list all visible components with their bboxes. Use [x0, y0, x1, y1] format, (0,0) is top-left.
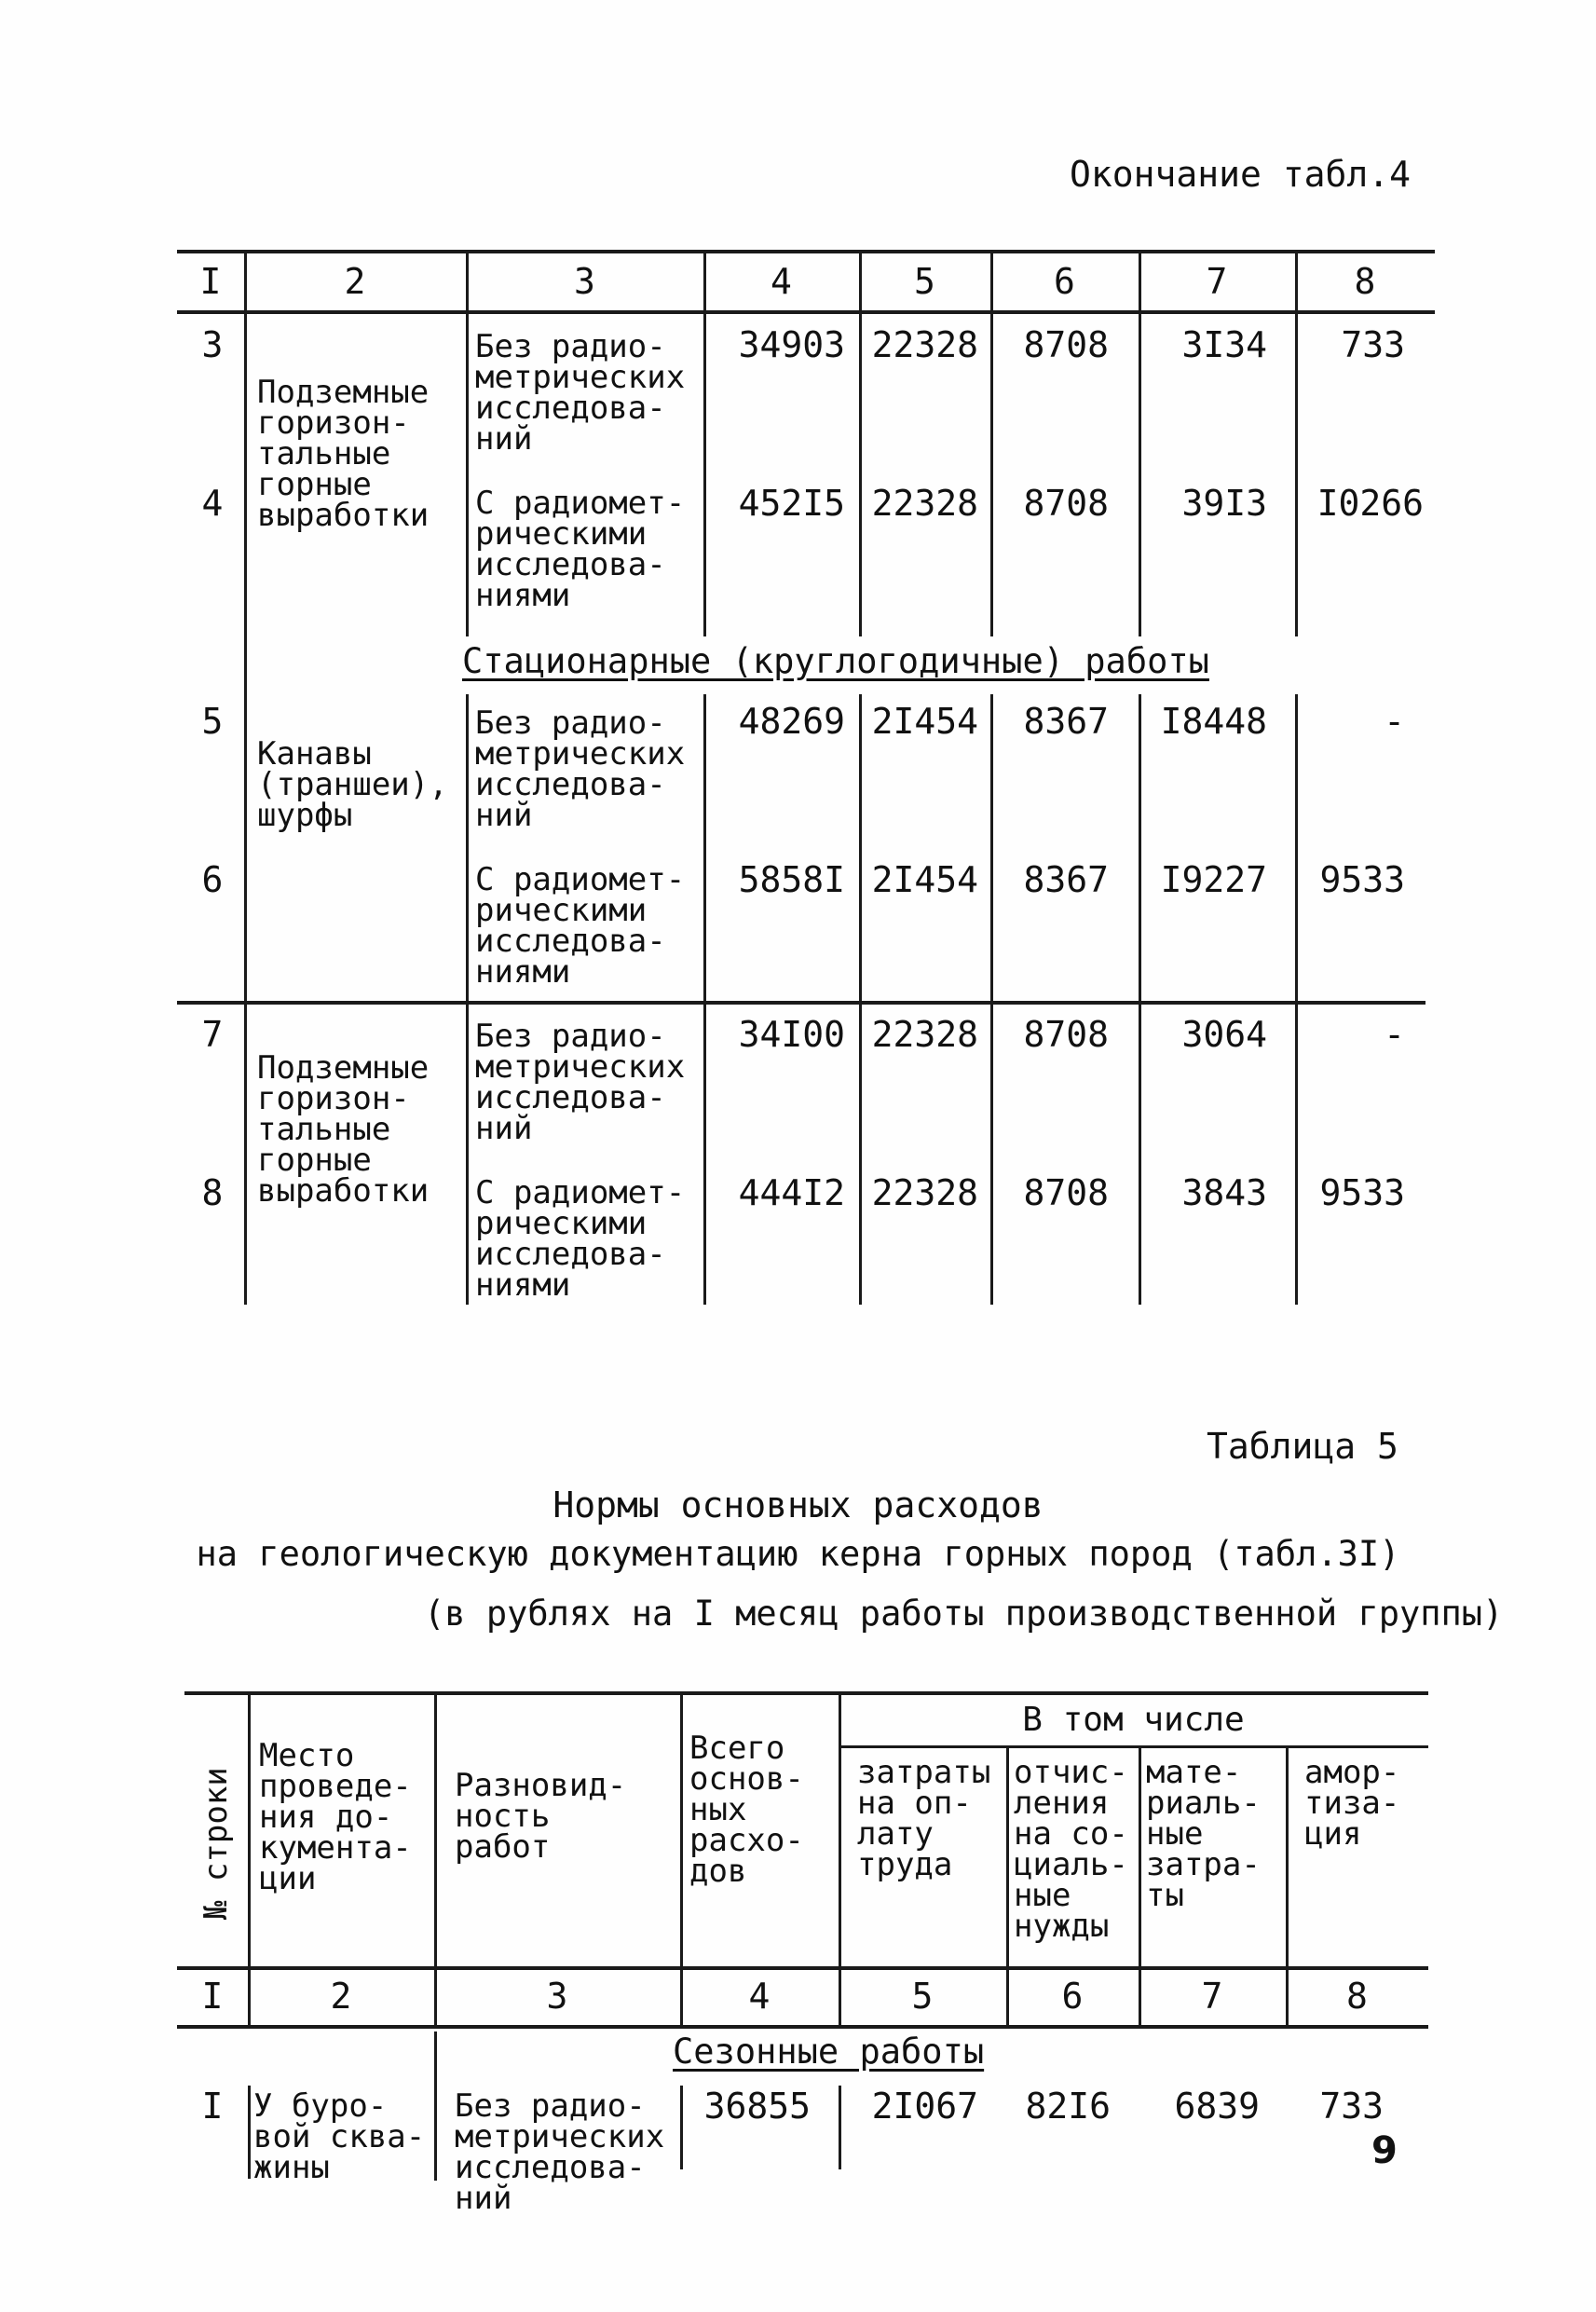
- table4-value-total: 34I00: [738, 1014, 845, 1055]
- table5-header-rule: [177, 1966, 1428, 1970]
- table5-header-including: В том числе: [1022, 1701, 1245, 1739]
- table5-title: Нормы основных расходов: [552, 1484, 1044, 1525]
- table5-value-material: 6839: [1174, 2086, 1260, 2127]
- table4-value-social: 8708: [1023, 324, 1109, 365]
- table4-value-total: 444I2: [738, 1172, 845, 1213]
- table4-row-number: 8: [201, 1172, 224, 1213]
- table4-value-social: 8708: [1023, 1172, 1109, 1213]
- table4-value-labor: 22328: [871, 1014, 978, 1055]
- table4-row-number: 7: [201, 1014, 224, 1055]
- table4-value-amort: -: [1384, 1014, 1405, 1055]
- table4-row-number: 4: [201, 483, 224, 524]
- continuation-label: Окончание табл.4: [1070, 154, 1412, 195]
- table4-value-labor: 2I454: [871, 701, 978, 742]
- table4-kind-cell: С радиомет- рическими исследова- ниями: [475, 1174, 686, 1304]
- table5-including-rule: [839, 1745, 1428, 1748]
- table4-value-labor: 22328: [871, 324, 978, 365]
- table4-group-rule: [177, 1001, 1425, 1005]
- table5-header-place: Место проведе- ния до- кумента- ции: [259, 1737, 412, 1897]
- table4-value-total: 48269: [738, 701, 845, 742]
- table4-col-divider: [244, 250, 247, 1305]
- table4-col-divider: [990, 250, 993, 636]
- table5-col-divider: [248, 2086, 251, 2179]
- table5-top-rule: [184, 1691, 1428, 1695]
- table4-value-labor: 2I454: [871, 859, 978, 900]
- table4-value-total: 452I5: [738, 483, 845, 524]
- table4-place-cell: Канавы (траншеи), шурфы: [257, 735, 448, 834]
- table4-row-number: 6: [201, 859, 224, 900]
- table4-value-labor: 22328: [871, 483, 978, 524]
- table4-value-social: 8708: [1023, 1014, 1109, 1055]
- table4-value-material: I9227: [1160, 859, 1267, 900]
- table4-col-divider: [703, 250, 706, 636]
- table4-col-number: 3: [574, 261, 595, 302]
- table5-value-social: 82I6: [1025, 2086, 1111, 2127]
- table4-col-number: I: [199, 261, 222, 302]
- table4-kind-cell: С радиомет- рическими исследова- ниями: [475, 485, 686, 614]
- table4-place-cell: Подземные горизон- тальные горные выработки: [257, 374, 430, 534]
- table4-col-number: 2: [344, 261, 366, 302]
- table5-col-number: 4: [748, 1976, 771, 2017]
- table5-section-title: Сезонные работы: [673, 2032, 985, 2072]
- table4-col-divider: [859, 250, 862, 636]
- table4-value-material: 3843: [1181, 1172, 1267, 1213]
- table4-row-number: 3: [201, 324, 224, 365]
- table5-col-number: 7: [1201, 1976, 1223, 2017]
- table4-col-divider: [466, 250, 469, 636]
- table4-section-title: Стационарные (круглогодичные) работы: [462, 641, 1209, 681]
- table4-kind-cell: Без радио- метрических исследова- ний: [475, 1018, 686, 1147]
- table4-col-number: 8: [1354, 261, 1376, 302]
- table4-row-number: 5: [201, 701, 224, 742]
- table4-place-cell: Подземные горизон- тальные горные выработки: [257, 1049, 430, 1210]
- table4-value-material: 39I3: [1181, 483, 1267, 524]
- table5-label: Таблица 5: [1207, 1426, 1398, 1467]
- table5-col-number: 8: [1346, 1976, 1368, 2017]
- table4-col-number: 4: [771, 261, 792, 302]
- table5-header-material: мате- риаль- ные затра- ты: [1146, 1754, 1261, 1914]
- table4-value-social: 8367: [1023, 859, 1109, 900]
- table5-header-social: отчис- ления на со- циаль- ные нужды: [1014, 1754, 1128, 1945]
- table5-header-amort: амор- тиза- ция: [1304, 1754, 1400, 1853]
- table4-value-material: 3064: [1181, 1014, 1267, 1055]
- table4-value-labor: 22328: [871, 1172, 978, 1213]
- table4-col-number: 6: [1054, 261, 1075, 302]
- table5-subtitle: (в рублях на I месяц работы производственной группы): [424, 1594, 1504, 1634]
- table4-top-rule: [177, 250, 1435, 253]
- page-number: 9: [1371, 2129, 1398, 2172]
- table4-col-divider: [466, 694, 469, 1305]
- table5-header-kind: Разновид- ность работ: [455, 1767, 627, 1866]
- table5-col-number: I: [201, 1976, 224, 2017]
- table4-value-material: I8448: [1160, 701, 1267, 742]
- table4-value-total: 5858I: [738, 859, 845, 900]
- table4-value-amort: 9533: [1319, 1172, 1405, 1213]
- table5-value-amort: 733: [1319, 2086, 1384, 2127]
- table4-value-material: 3I34: [1181, 324, 1267, 365]
- table4-col-number: 5: [914, 261, 935, 302]
- table5-place-cell: У буро- вой сква- жины: [253, 2087, 426, 2186]
- table5-value-labor: 2I067: [871, 2086, 978, 2127]
- table4-value-amort: I0266: [1316, 483, 1424, 524]
- table4-value-total: 34903: [738, 324, 845, 365]
- table5-header-labor: затраты на оп- лату труда: [857, 1754, 991, 1883]
- table4-value-social: 8708: [1023, 483, 1109, 524]
- table4-value-amort: -: [1384, 701, 1405, 742]
- table5-header-total: Всего основ- ных расхо- дов: [689, 1730, 804, 1890]
- table4-value-amort: 733: [1341, 324, 1405, 365]
- table4-kind-cell: Без радио- метрических исследова- ний: [475, 705, 686, 834]
- table5-col-number: 5: [911, 1976, 934, 2017]
- table5-colnum-rule: [177, 2025, 1428, 2029]
- table5-col-divider: [434, 2032, 437, 2181]
- table5-col-number: 6: [1061, 1976, 1084, 2017]
- table4-header-rule: [177, 310, 1435, 314]
- table4-value-social: 8367: [1023, 701, 1109, 742]
- table4-col-number: 7: [1206, 261, 1228, 302]
- table5-col-number: 3: [546, 1976, 568, 2017]
- table5-kind-cell: Без радио- метрических исследова- ний: [455, 2087, 665, 2217]
- table5-value-total: 36855: [703, 2086, 811, 2127]
- table5-col-number: 2: [330, 1976, 352, 2017]
- table4-value-amort: 9533: [1319, 859, 1405, 900]
- table5-row-number: I: [201, 2086, 224, 2127]
- table4-col-divider: [1295, 250, 1298, 636]
- table4-kind-cell: С радиомет- рическими исследова- ниями: [475, 861, 686, 991]
- table4-kind-cell: Без радио- метрических исследова- ний: [475, 328, 686, 458]
- table5-header-row-no: № строки: [198, 1767, 235, 1920]
- table4-col-divider: [1139, 250, 1141, 636]
- table5-title-line2: на геологическую документацию керна горных пород (табл.3I): [196, 1534, 1400, 1574]
